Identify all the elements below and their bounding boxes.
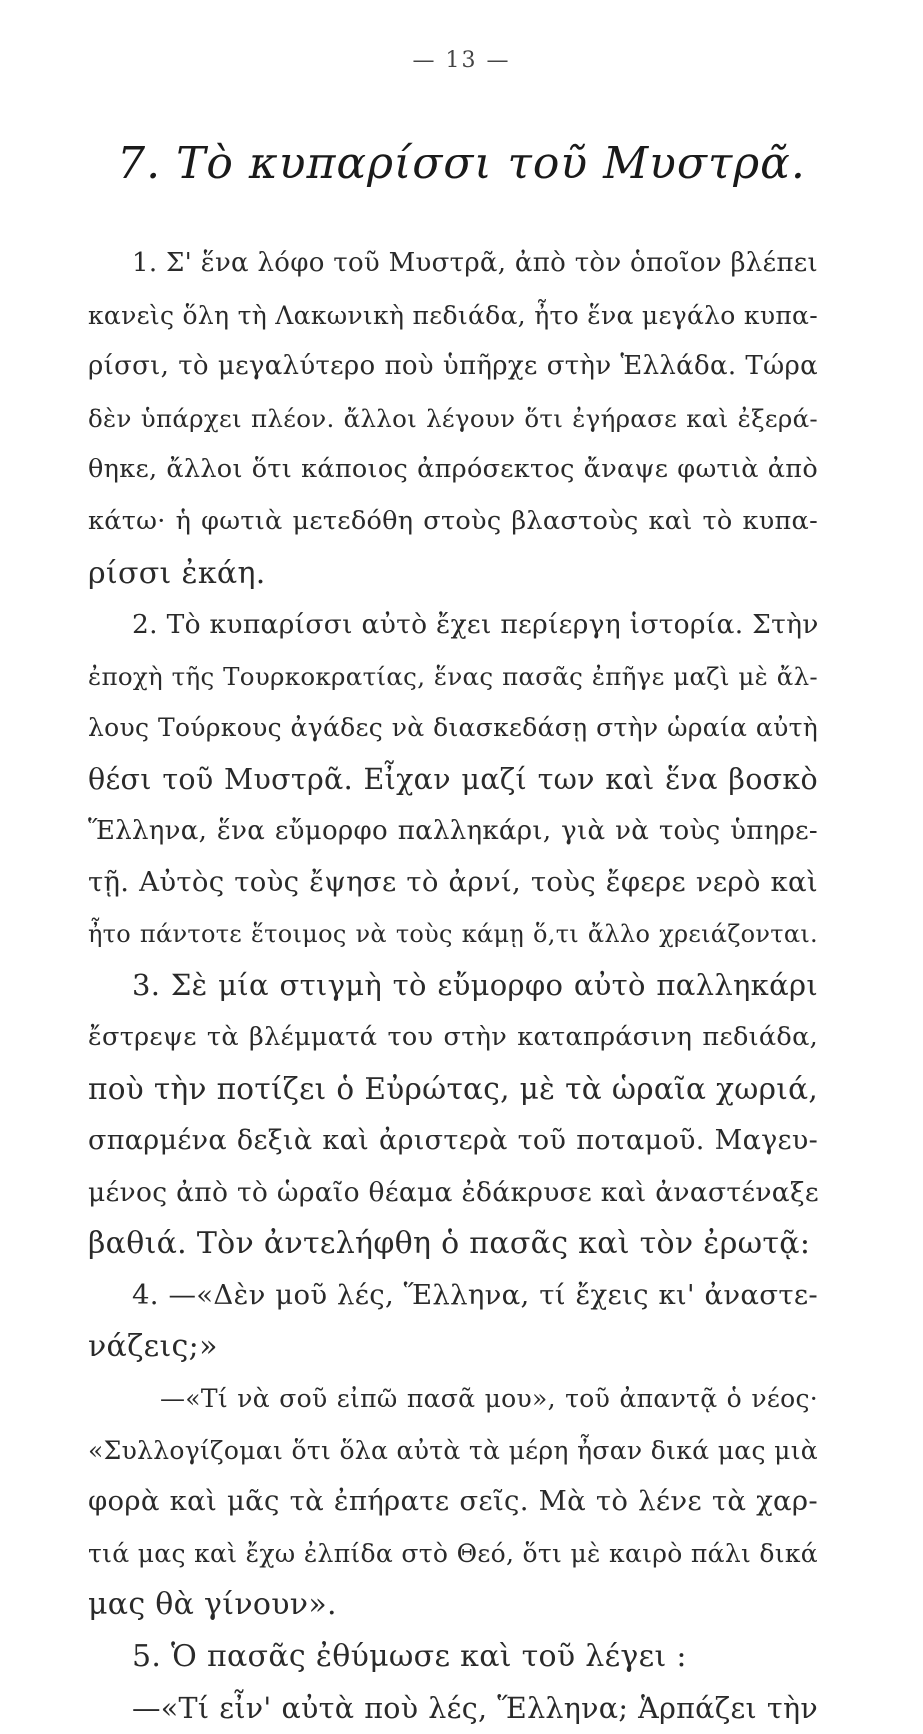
text-line: ρίσσι, τὸ μεγαλύτερο ποὺ ὑπῆρχε στὴν Ἑλλάδα. Τώρα: [88, 351, 818, 382]
text-line: 3. Σὲ μία στιγμὴ τὸ εὔμορφο αὐτὸ παλληκάρι: [132, 968, 818, 1003]
text-line: δὲν ὑπάρχει πλέον. ἄλλοι λέγουν ὅτι ἐγήρασε καὶ ἐξερά-: [88, 403, 818, 433]
text-line: 5. Ὁ πασᾶς ἐθύμωσε καὶ τοῦ λέγει :: [132, 1639, 687, 1675]
text-line: κανεὶς ὅλη τὴ Λακωνικὴ πεδιάδα, ἦτο ἕνα μεγάλο κυπα-: [88, 300, 818, 330]
text-line: —«Τί νὰ σοῦ εἰπῶ πασᾶ μου», τοῦ ἀπαντᾷ ὁ νέος·: [160, 1384, 818, 1414]
text-line: 4. —«Δὲν μοῦ λές, Ἕλληνα, τί ἔχεις κι' ἀναστε-: [132, 1278, 818, 1311]
text-line: ρίσσι ἐκάη.: [88, 555, 266, 591]
text-line: τῇ. Αὐτὸς τοὺς ἔψησε τὸ ἀρνί, τοὺς ἔφερε νερὸ καὶ: [88, 866, 818, 899]
text-line: μας θὰ γίνουν».: [88, 1587, 337, 1623]
text-line: σπαρμένα δεξιὰ καὶ ἀριστερὰ τοῦ ποταμοῦ. Μαγευ-: [88, 1125, 818, 1157]
text-line: νάζεις;»: [88, 1329, 218, 1365]
text-line: μένος ἀπὸ τὸ ὡραῖο θέαμα ἐδάκρυσε καὶ ἀναστέναξε: [88, 1176, 819, 1208]
text-line: ποὺ τὴν ποτίζει ὁ Εὐρώτας, μὲ τὰ ὡραῖα χωριά,: [88, 1071, 818, 1106]
text-line: βαθιά. Τὸν ἀντελήφθη ὁ πασᾶς καὶ τὸν ἐρωτᾷ:: [88, 1226, 811, 1262]
text-line: 1. Σ' ἕνα λόφο τοῦ Μυστρᾶ, ἀπὸ τὸν ὁποῖον βλέπει: [132, 248, 818, 278]
text-line: «Συλλογίζομαι ὅτι ὅλα αὐτὰ τὰ μέρη ἦσαν δικά μας μιὰ: [88, 1435, 818, 1465]
text-line: θηκε, ἄλλοι ὅτι κάποιος ἀπρόσεκτος ἄναψε φωτιὰ ἀπὸ: [88, 454, 818, 485]
text-line: ἦτο πάντοτε ἕτοιμος νὰ τοὺς κάμῃ ὅ,τι ἄλλο χρειάζονται.: [88, 919, 818, 948]
text-line: 2. Τὸ κυπαρίσσι αὐτὸ ἔχει περίεργη ἱστορία. Στὴν: [132, 609, 819, 641]
text-line: θέσι τοῦ Μυστρᾶ. Εἶχαν μαζί των καὶ ἕνα βοσκὸ: [88, 762, 818, 796]
text-line: —«Τί εἶν' αὐτὰ ποὺ λές, Ἕλληνα; Ἁρπάζει τὴν: [132, 1691, 818, 1725]
chapter-title: 7. Τὸ κυπαρίσσι τοῦ Μυστρᾶ.: [117, 138, 806, 189]
text-line: τιά μας καὶ ἔχω ἐλπίδα στὸ Θεό, ὅτι μὲ καιρὸ πάλι δικά: [88, 1538, 818, 1568]
text-line: λους Τούρκους ἀγάδες νὰ διασκεδάσῃ στὴν ὡραία αὐτὴ: [88, 713, 818, 743]
text-line: Ἕλληνα, ἕνα εὔμορφο παλληκάρι, γιὰ νὰ τοὺς ὑπηρε-: [88, 815, 818, 846]
text-line: ἔστρεψε τὰ βλέμματά του στὴν καταπράσινη πεδιάδα,: [88, 1021, 818, 1052]
body-text: [88, 238, 818, 1734]
text-line: φορὰ καὶ μᾶς τὰ ἐπήρατε σεῖς. Μὰ τὸ λένε τὰ χαρ-: [88, 1485, 818, 1518]
text-line: κάτω· ἡ φωτιὰ μετεδόθη στοὺς βλαστοὺς καὶ τὸ κυπα-: [88, 505, 818, 536]
text-line: ἐποχὴ τῆς Τουρκοκρατίας, ἕνας πασᾶς ἐπῆγε μαζὶ μὲ ἄλ-: [88, 661, 818, 691]
page-number: — 13 —: [412, 48, 511, 73]
